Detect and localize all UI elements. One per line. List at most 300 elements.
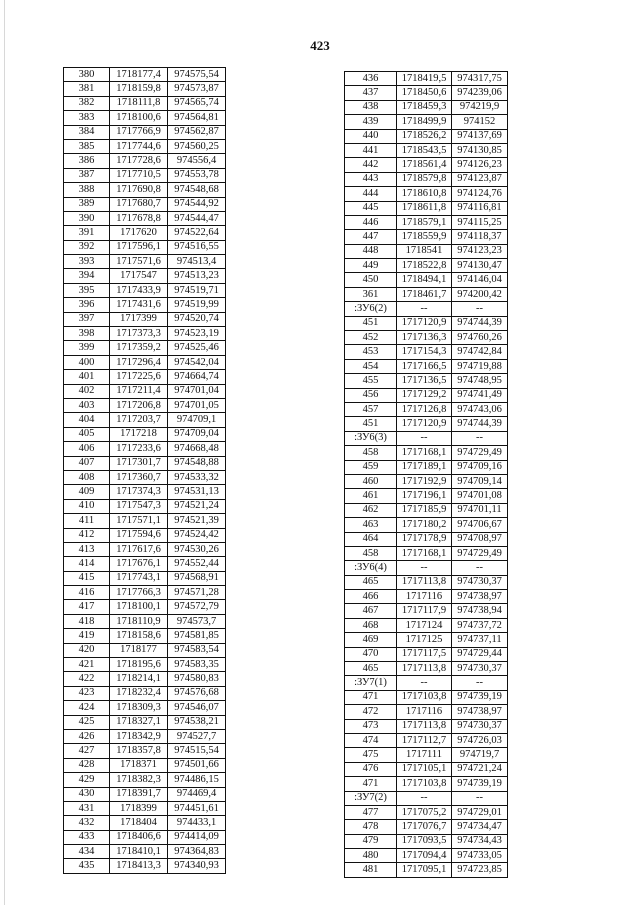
table-row xyxy=(64,773,226,787)
point-number-cell: 414 xyxy=(64,557,110,571)
y-coordinate-cell: 974729,01 xyxy=(452,805,508,819)
x-coordinate-cell: 1718579,8 xyxy=(397,172,452,186)
point-number-cell: 416 xyxy=(64,586,110,600)
table-row xyxy=(64,168,226,182)
table-row xyxy=(345,705,508,719)
point-number-cell: 458 xyxy=(345,446,397,460)
table-row xyxy=(345,331,508,345)
x-coordinate-cell: 1717168,1 xyxy=(397,446,452,460)
table-row xyxy=(345,273,508,287)
y-coordinate-cell: 974708,97 xyxy=(452,532,508,546)
table-row xyxy=(345,604,508,618)
x-coordinate-cell: 1717136,5 xyxy=(397,374,452,388)
table-row xyxy=(345,733,508,747)
y-coordinate-cell: 974565,74 xyxy=(168,96,226,110)
table-row xyxy=(64,139,226,153)
point-number-cell: 426 xyxy=(64,729,110,743)
point-number-cell: 477 xyxy=(345,805,397,819)
table-row xyxy=(64,514,226,528)
table-row xyxy=(345,503,508,517)
point-number-cell: 437 xyxy=(345,86,397,100)
y-coordinate-cell: 974709,16 xyxy=(452,460,508,474)
y-coordinate-cell: 974706,67 xyxy=(452,518,508,532)
y-coordinate-cell: 974723,85 xyxy=(452,863,508,877)
y-coordinate-cell: 974739,19 xyxy=(452,777,508,791)
table-row xyxy=(64,226,226,240)
point-number-cell: 476 xyxy=(345,762,397,776)
point-number-cell: 433 xyxy=(64,830,110,844)
table-row xyxy=(345,474,508,488)
point-number-cell: 471 xyxy=(345,777,397,791)
y-coordinate-cell: 974571,28 xyxy=(168,586,226,600)
point-number-cell: 395 xyxy=(64,283,110,297)
table-row xyxy=(345,618,508,632)
x-coordinate-cell: -- xyxy=(397,676,452,690)
x-coordinate-cell: 1718579,1 xyxy=(397,215,452,229)
table-row xyxy=(345,215,508,229)
table-row xyxy=(64,384,226,398)
point-number-cell: 381 xyxy=(64,82,110,96)
x-coordinate-cell: 1717218 xyxy=(110,427,168,441)
y-coordinate-cell: 974130,85 xyxy=(452,143,508,157)
x-coordinate-cell: 1718406,6 xyxy=(110,830,168,844)
table-row xyxy=(64,485,226,499)
point-number-cell: 399 xyxy=(64,341,110,355)
table-row xyxy=(64,68,226,82)
x-coordinate-cell: 1717743,1 xyxy=(110,571,168,585)
table-row xyxy=(64,586,226,600)
y-coordinate-cell: 974734,47 xyxy=(452,820,508,834)
table-row xyxy=(64,211,226,225)
point-number-cell: 443 xyxy=(345,172,397,186)
table-row xyxy=(345,633,508,647)
table-row xyxy=(64,830,226,844)
point-number-cell: 452 xyxy=(345,331,397,345)
table-row xyxy=(345,489,508,503)
point-number-cell: 445 xyxy=(345,201,397,215)
y-coordinate-cell: 974364,83 xyxy=(168,845,226,859)
table-row xyxy=(64,111,226,125)
y-coordinate-cell: 974701,04 xyxy=(168,384,226,398)
x-coordinate-cell: 1718541 xyxy=(397,244,452,258)
y-coordinate-cell: 974414,09 xyxy=(168,830,226,844)
point-number-cell: :ЗУ7(2) xyxy=(345,791,397,805)
y-coordinate-cell: 974573,87 xyxy=(168,82,226,96)
table-row xyxy=(64,571,226,585)
point-number-cell: 389 xyxy=(64,197,110,211)
y-coordinate-cell: 974729,49 xyxy=(452,546,508,560)
table-row xyxy=(64,255,226,269)
point-number-cell: 460 xyxy=(345,474,397,488)
x-coordinate-cell: 1718195,6 xyxy=(110,658,168,672)
point-number-cell: 458 xyxy=(345,546,397,560)
y-coordinate-cell: -- xyxy=(452,302,508,316)
x-coordinate-cell: 1717180,2 xyxy=(397,518,452,532)
table-row xyxy=(345,719,508,733)
point-number-cell: 464 xyxy=(345,532,397,546)
point-number-cell: 409 xyxy=(64,485,110,499)
x-coordinate-cell: 1717744,6 xyxy=(110,139,168,153)
x-coordinate-cell: 1717076,7 xyxy=(397,820,452,834)
x-coordinate-cell: 1717203,7 xyxy=(110,413,168,427)
table-row xyxy=(64,614,226,628)
y-coordinate-cell: 974513,23 xyxy=(168,269,226,283)
x-coordinate-cell: 1717120,9 xyxy=(397,316,452,330)
x-coordinate-cell: 1718522,8 xyxy=(397,259,452,273)
y-coordinate-cell: 974583,54 xyxy=(168,643,226,657)
table-row xyxy=(345,762,508,776)
point-number-cell: 467 xyxy=(345,604,397,618)
table-row xyxy=(345,402,508,416)
y-coordinate-cell: 974568,91 xyxy=(168,571,226,585)
y-coordinate-cell: 974719,88 xyxy=(452,359,508,373)
table-row xyxy=(345,158,508,172)
x-coordinate-cell: 1717105,1 xyxy=(397,762,452,776)
point-number-cell: 438 xyxy=(345,100,397,114)
x-coordinate-cell: 1717124 xyxy=(397,618,452,632)
table-row xyxy=(64,197,226,211)
x-coordinate-cell: 1718382,3 xyxy=(110,773,168,787)
point-number-cell: 455 xyxy=(345,374,397,388)
x-coordinate-cell: 1718391,7 xyxy=(110,787,168,801)
y-coordinate-cell: 974748,95 xyxy=(452,374,508,388)
x-coordinate-cell: 1717113,8 xyxy=(397,719,452,733)
y-coordinate-cell: 974733,05 xyxy=(452,849,508,863)
x-coordinate-cell: 1718232,4 xyxy=(110,686,168,700)
table-row xyxy=(345,748,508,762)
point-number-cell: :ЗУ6(3) xyxy=(345,431,397,445)
y-coordinate-cell: 974469,4 xyxy=(168,787,226,801)
point-number-cell: 387 xyxy=(64,168,110,182)
y-coordinate-cell: 974531,13 xyxy=(168,485,226,499)
point-number-cell: 400 xyxy=(64,355,110,369)
point-number-cell: 396 xyxy=(64,298,110,312)
table-row xyxy=(64,845,226,859)
y-coordinate-cell: 974581,85 xyxy=(168,629,226,643)
table-row xyxy=(64,82,226,96)
table-row xyxy=(64,672,226,686)
x-coordinate-cell: 1717111 xyxy=(397,748,452,762)
y-coordinate-cell: 974219,9 xyxy=(452,100,508,114)
x-coordinate-cell: 1717094,4 xyxy=(397,849,452,863)
point-number-cell: 471 xyxy=(345,690,397,704)
x-coordinate-cell: 1717676,1 xyxy=(110,557,168,571)
table-row xyxy=(64,183,226,197)
point-number-cell: 432 xyxy=(64,816,110,830)
point-number-cell: 417 xyxy=(64,600,110,614)
table-row xyxy=(64,758,226,772)
table-row xyxy=(64,154,226,168)
x-coordinate-cell: 1717206,8 xyxy=(110,398,168,412)
point-number-cell: 451 xyxy=(345,417,397,431)
table-row xyxy=(64,240,226,254)
point-number-cell: 459 xyxy=(345,460,397,474)
y-coordinate-cell: 974556,4 xyxy=(168,154,226,168)
y-coordinate-cell: 974527,7 xyxy=(168,729,226,743)
y-coordinate-cell: -- xyxy=(452,791,508,805)
y-coordinate-cell: 974552,44 xyxy=(168,557,226,571)
x-coordinate-cell: 1718110,9 xyxy=(110,614,168,628)
x-coordinate-cell: 1718461,7 xyxy=(397,287,452,301)
point-number-cell: 442 xyxy=(345,158,397,172)
table-row xyxy=(64,456,226,470)
y-coordinate-cell: 974200,42 xyxy=(452,287,508,301)
x-coordinate-cell: 1718494,1 xyxy=(397,273,452,287)
table-row xyxy=(64,744,226,758)
table-row xyxy=(345,820,508,834)
table-row xyxy=(345,374,508,388)
table-row xyxy=(64,499,226,513)
y-coordinate-cell: 974524,42 xyxy=(168,528,226,542)
x-coordinate-cell: 1717710,5 xyxy=(110,168,168,182)
point-number-cell: 465 xyxy=(345,662,397,676)
point-number-cell: 468 xyxy=(345,618,397,632)
x-coordinate-cell: 1717301,7 xyxy=(110,456,168,470)
y-coordinate-cell: 974520,74 xyxy=(168,312,226,326)
y-coordinate-cell: 974123,87 xyxy=(452,172,508,186)
y-coordinate-cell: 974116,81 xyxy=(452,201,508,215)
point-number-cell: :ЗУ6(2) xyxy=(345,302,397,316)
y-coordinate-cell: 974124,76 xyxy=(452,187,508,201)
table-row xyxy=(345,690,508,704)
y-coordinate-cell: 974580,83 xyxy=(168,672,226,686)
x-coordinate-cell: 1717095,1 xyxy=(397,863,452,877)
point-number-cell: 470 xyxy=(345,647,397,661)
x-coordinate-cell: 1718357,8 xyxy=(110,744,168,758)
point-number-cell: 397 xyxy=(64,312,110,326)
x-coordinate-cell: 1717192,9 xyxy=(397,474,452,488)
x-coordinate-cell: 1717103,8 xyxy=(397,777,452,791)
x-coordinate-cell: 1717126,8 xyxy=(397,402,452,416)
y-coordinate-cell: 974709,1 xyxy=(168,413,226,427)
point-number-cell: 402 xyxy=(64,384,110,398)
point-number-cell: 405 xyxy=(64,427,110,441)
y-coordinate-cell: 974744,39 xyxy=(452,316,508,330)
x-coordinate-cell: 1717120,9 xyxy=(397,417,452,431)
x-coordinate-cell: 1717154,3 xyxy=(397,345,452,359)
x-coordinate-cell: 1717113,8 xyxy=(397,575,452,589)
point-number-cell: 430 xyxy=(64,787,110,801)
x-coordinate-cell: 1717136,3 xyxy=(397,331,452,345)
x-coordinate-cell: 1717374,3 xyxy=(110,485,168,499)
point-number-cell: 446 xyxy=(345,215,397,229)
point-number-cell: :ЗУ6(4) xyxy=(345,561,397,575)
x-coordinate-cell: 1718111,8 xyxy=(110,96,168,110)
y-coordinate-cell: -- xyxy=(452,431,508,445)
point-number-cell: 401 xyxy=(64,370,110,384)
point-number-cell: 380 xyxy=(64,68,110,82)
y-coordinate-cell: 974738,97 xyxy=(452,590,508,604)
x-coordinate-cell: 1717225,6 xyxy=(110,370,168,384)
point-number-cell: 451 xyxy=(345,316,397,330)
y-coordinate-cell: 974137,69 xyxy=(452,129,508,143)
x-coordinate-cell: 1718158,6 xyxy=(110,629,168,643)
y-coordinate-cell: 974738,94 xyxy=(452,604,508,618)
y-coordinate-cell: -- xyxy=(452,676,508,690)
table-row xyxy=(345,575,508,589)
x-coordinate-cell: 1717360,7 xyxy=(110,470,168,484)
x-coordinate-cell: 1718610,8 xyxy=(397,187,452,201)
x-coordinate-cell: 1717125 xyxy=(397,633,452,647)
table-row xyxy=(345,100,508,114)
point-number-cell: 447 xyxy=(345,230,397,244)
y-coordinate-cell: 974739,19 xyxy=(452,690,508,704)
y-coordinate-cell: 974130,47 xyxy=(452,259,508,273)
x-coordinate-cell: -- xyxy=(397,561,452,575)
y-coordinate-cell: 974701,08 xyxy=(452,489,508,503)
table-row xyxy=(345,546,508,560)
table-row xyxy=(345,561,508,575)
point-number-cell: 407 xyxy=(64,456,110,470)
point-number-cell: 453 xyxy=(345,345,397,359)
table-row xyxy=(345,259,508,273)
x-coordinate-cell: 1718371 xyxy=(110,758,168,772)
table-row xyxy=(345,805,508,819)
x-coordinate-cell: 1717571,6 xyxy=(110,255,168,269)
x-coordinate-cell: 1717185,9 xyxy=(397,503,452,517)
x-coordinate-cell: -- xyxy=(397,431,452,445)
x-coordinate-cell: 1718404 xyxy=(110,816,168,830)
y-coordinate-cell: 974742,84 xyxy=(452,345,508,359)
point-number-cell: 469 xyxy=(345,633,397,647)
y-coordinate-cell: 974743,06 xyxy=(452,402,508,416)
point-number-cell: 473 xyxy=(345,719,397,733)
table-row xyxy=(64,327,226,341)
table-row xyxy=(345,86,508,100)
point-number-cell: 415 xyxy=(64,571,110,585)
point-number-cell: 479 xyxy=(345,834,397,848)
point-number-cell: 420 xyxy=(64,643,110,657)
y-coordinate-cell: 974738,97 xyxy=(452,705,508,719)
x-coordinate-cell: 1718419,5 xyxy=(397,72,452,86)
point-number-cell: 427 xyxy=(64,744,110,758)
table-row xyxy=(345,129,508,143)
y-coordinate-cell: 974317,75 xyxy=(452,72,508,86)
y-coordinate-cell: 974146,04 xyxy=(452,273,508,287)
point-number-cell: 390 xyxy=(64,211,110,225)
y-coordinate-cell: 974575,54 xyxy=(168,68,226,82)
point-number-cell: 441 xyxy=(345,143,397,157)
x-coordinate-cell: 1717547,3 xyxy=(110,499,168,513)
y-coordinate-cell: 974501,66 xyxy=(168,758,226,772)
table-row xyxy=(64,557,226,571)
x-coordinate-cell: 1717728,6 xyxy=(110,154,168,168)
table-row xyxy=(345,359,508,373)
x-coordinate-cell: 1718459,3 xyxy=(397,100,452,114)
y-coordinate-cell: 974730,37 xyxy=(452,719,508,733)
table-row xyxy=(64,298,226,312)
table-row xyxy=(345,791,508,805)
y-coordinate-cell: 974576,68 xyxy=(168,686,226,700)
point-number-cell: 429 xyxy=(64,773,110,787)
table-row xyxy=(64,355,226,369)
x-coordinate-cell: 1718450,6 xyxy=(397,86,452,100)
table-row xyxy=(345,431,508,445)
y-coordinate-cell: -- xyxy=(452,561,508,575)
y-coordinate-cell: 974519,71 xyxy=(168,283,226,297)
point-number-cell: 398 xyxy=(64,327,110,341)
table-row xyxy=(64,283,226,297)
point-number-cell: 450 xyxy=(345,273,397,287)
point-number-cell: 388 xyxy=(64,183,110,197)
point-number-cell: 424 xyxy=(64,701,110,715)
x-coordinate-cell: -- xyxy=(397,302,452,316)
table-row xyxy=(64,715,226,729)
table-row xyxy=(64,686,226,700)
table-row xyxy=(345,518,508,532)
y-coordinate-cell: 974123,23 xyxy=(452,244,508,258)
x-coordinate-cell: 1717075,2 xyxy=(397,805,452,819)
x-coordinate-cell: 1717433,9 xyxy=(110,283,168,297)
y-coordinate-cell: 974451,61 xyxy=(168,801,226,815)
table-row xyxy=(64,801,226,815)
y-coordinate-cell: 974522,64 xyxy=(168,226,226,240)
y-coordinate-cell: 974730,37 xyxy=(452,575,508,589)
x-coordinate-cell: 1717399 xyxy=(110,312,168,326)
table-row xyxy=(345,777,508,791)
table-row xyxy=(64,629,226,643)
table-row xyxy=(345,863,508,877)
table-row xyxy=(64,442,226,456)
table-row xyxy=(345,676,508,690)
x-coordinate-cell: 1718177,4 xyxy=(110,68,168,82)
x-coordinate-cell: 1718327,1 xyxy=(110,715,168,729)
point-number-cell: 393 xyxy=(64,255,110,269)
table-row xyxy=(64,470,226,484)
x-coordinate-cell: 1717117,9 xyxy=(397,604,452,618)
point-number-cell: 466 xyxy=(345,590,397,604)
y-coordinate-cell: 974513,4 xyxy=(168,255,226,269)
point-number-cell: 419 xyxy=(64,629,110,643)
table-row xyxy=(345,172,508,186)
x-coordinate-cell: 1717594,6 xyxy=(110,528,168,542)
x-coordinate-cell: 1717547 xyxy=(110,269,168,283)
table-row xyxy=(345,647,508,661)
x-coordinate-cell: 1717211,4 xyxy=(110,384,168,398)
x-coordinate-cell: 1718100,1 xyxy=(110,600,168,614)
point-number-cell: 472 xyxy=(345,705,397,719)
x-coordinate-cell: 1717233,6 xyxy=(110,442,168,456)
y-coordinate-cell: 974560,25 xyxy=(168,139,226,153)
x-coordinate-cell: 1717431,6 xyxy=(110,298,168,312)
x-coordinate-cell: 1717680,7 xyxy=(110,197,168,211)
table-row xyxy=(64,859,226,873)
y-coordinate-cell: 974519,99 xyxy=(168,298,226,312)
table-row xyxy=(345,662,508,676)
x-coordinate-cell: 1717690,8 xyxy=(110,183,168,197)
point-number-cell: 428 xyxy=(64,758,110,772)
point-number-cell: 408 xyxy=(64,470,110,484)
y-coordinate-cell: 974573,7 xyxy=(168,614,226,628)
y-coordinate-cell: 974583,35 xyxy=(168,658,226,672)
x-coordinate-cell: 1717678,8 xyxy=(110,211,168,225)
y-coordinate-cell: 974548,88 xyxy=(168,456,226,470)
point-number-cell: 404 xyxy=(64,413,110,427)
point-number-cell: 403 xyxy=(64,398,110,412)
point-number-cell: 382 xyxy=(64,96,110,110)
page-edge-line xyxy=(4,0,5,905)
table-row xyxy=(64,600,226,614)
table-row xyxy=(64,729,226,743)
point-number-cell: 386 xyxy=(64,154,110,168)
point-number-cell: 480 xyxy=(345,849,397,863)
point-number-cell: :ЗУ7(1) xyxy=(345,676,397,690)
y-coordinate-cell: 974726,03 xyxy=(452,733,508,747)
x-coordinate-cell: 1718543,5 xyxy=(397,143,452,157)
y-coordinate-cell: 974730,37 xyxy=(452,662,508,676)
y-coordinate-cell: 974486,15 xyxy=(168,773,226,787)
point-number-cell: 481 xyxy=(345,863,397,877)
